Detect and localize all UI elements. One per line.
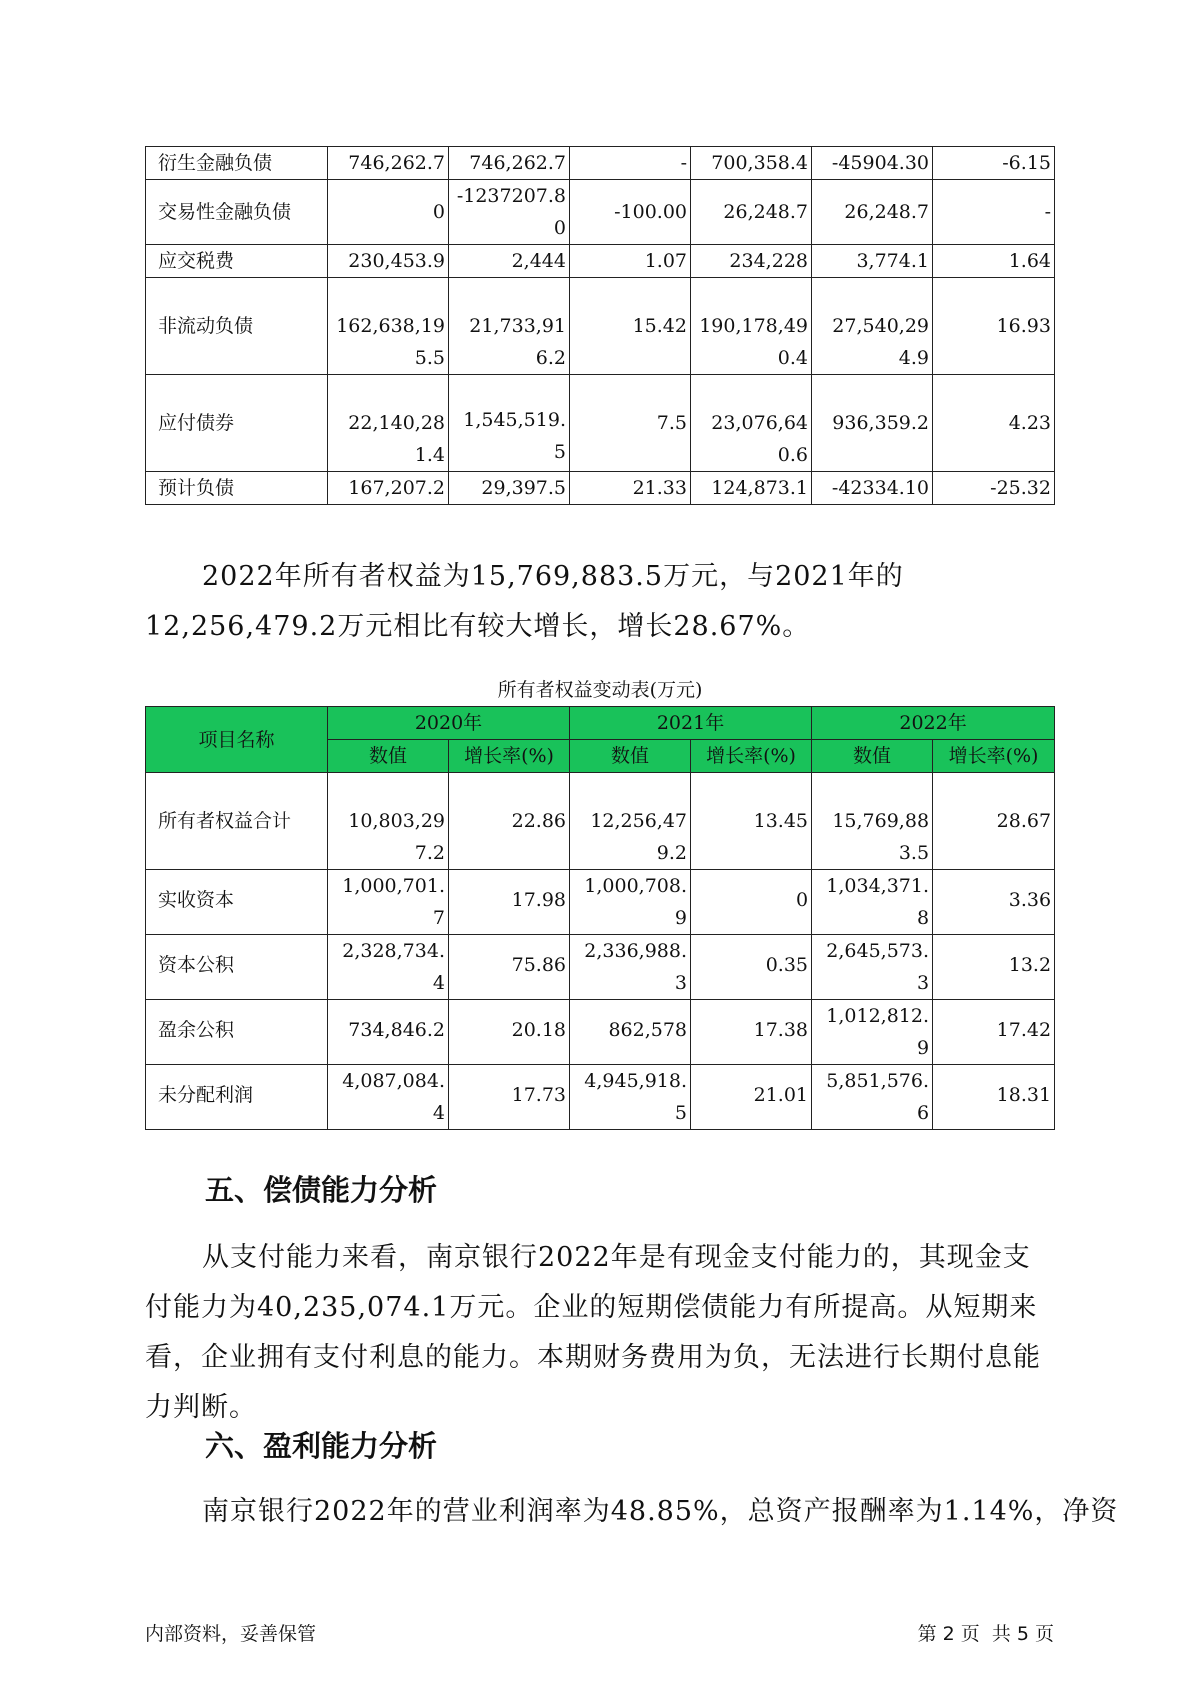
- table-cell: 13.2: [933, 935, 1055, 1000]
- table-cell: 734,846.2: [328, 1000, 449, 1065]
- row-name: 预计负债: [146, 472, 328, 505]
- table-cell: 2,328,734.4: [328, 935, 449, 1000]
- table-cell: 5,851,576.6: [812, 1065, 933, 1130]
- table-row: [146, 773, 1055, 870]
- table-row: [146, 278, 1055, 375]
- table-cell: 10,803,297.2: [328, 773, 449, 870]
- table-row: [146, 375, 1055, 472]
- table-cell: 1,000,701.7: [328, 870, 449, 935]
- table-cell: 167,207.2: [328, 472, 449, 505]
- row-name: 应交税费: [146, 245, 328, 278]
- table-cell: 23,076,640.6: [691, 375, 812, 472]
- header-year: 2022年: [812, 707, 1055, 740]
- table-cell: 13.45: [691, 773, 812, 870]
- paragraph-section-5: 从支付能力来看，南京银行2022年是有现金支付能力的，其现金支付能力为40,235,074.1万元。企业的短期偿债能力有所提高。从短期来看，企业拥有支付利息的能力。本期财务费用为负，无法进行长期付息能力判断。: [145, 1242, 1041, 1423]
- table-row: [146, 870, 1055, 935]
- row-name: 应付债券: [146, 375, 328, 472]
- table-cell: -25.32: [933, 472, 1055, 505]
- table-cell: 17.73: [449, 1065, 570, 1130]
- table-caption: 所有者权益变动表(万元): [497, 679, 703, 701]
- table-row: [146, 147, 1055, 180]
- header-rate: 增长率(%): [449, 740, 570, 773]
- footer-note: 内部资料，妥善保管: [145, 1623, 317, 1645]
- table-row: [146, 245, 1055, 278]
- table-cell: 4.23: [933, 375, 1055, 472]
- table-cell: 29,397.5: [449, 472, 570, 505]
- table-cell: 28.67: [933, 773, 1055, 870]
- table-cell: -6.15: [933, 147, 1055, 180]
- table-cell: 230,453.9: [328, 245, 449, 278]
- table-cell: 15,769,883.5: [812, 773, 933, 870]
- table-cell: 124,873.1: [691, 472, 812, 505]
- table-cell: 936,359.2: [812, 375, 933, 472]
- table-cell: -1237207.80: [449, 180, 570, 245]
- table-cell: 16.93: [933, 278, 1055, 375]
- table-cell: 0.35: [691, 935, 812, 1000]
- header-value: 数值: [812, 740, 933, 773]
- header-item-name: 项目名称: [146, 707, 328, 773]
- row-name: 未分配利润: [146, 1065, 328, 1130]
- row-name: 实收资本: [146, 870, 328, 935]
- row-name: 所有者权益合计: [146, 773, 328, 870]
- table-cell: 18.31: [933, 1065, 1055, 1130]
- equity-table: [145, 706, 1055, 1130]
- table-row: [146, 1000, 1055, 1065]
- row-name: 资本公积: [146, 935, 328, 1000]
- header-row-years: [146, 707, 1055, 740]
- table-cell: 17.42: [933, 1000, 1055, 1065]
- table-cell: 22.86: [449, 773, 570, 870]
- table-cell: -42334.10: [812, 472, 933, 505]
- table-cell: 1,545,519.5: [449, 375, 570, 472]
- table-cell: 2,444: [449, 245, 570, 278]
- table-cell: 4,087,084.4: [328, 1065, 449, 1130]
- table-cell: 1.64: [933, 245, 1055, 278]
- header-value: 数值: [570, 740, 691, 773]
- table-row: [146, 180, 1055, 245]
- table-cell: 21.33: [570, 472, 691, 505]
- table-cell: 21.01: [691, 1065, 812, 1130]
- row-name: 非流动负债: [146, 278, 328, 375]
- table-row: [146, 1065, 1055, 1130]
- table-cell: 1.07: [570, 245, 691, 278]
- section-heading-6: 六、盈利能力分析: [205, 1429, 438, 1463]
- table-cell: 746,262.7: [449, 147, 570, 180]
- row-name: 盈余公积: [146, 1000, 328, 1065]
- liabilities-table: [145, 146, 1055, 505]
- header-value: 数值: [328, 740, 449, 773]
- table-cell: 3,774.1: [812, 245, 933, 278]
- paragraph-equity: 2022年所有者权益为15,769,883.5万元，与2021年的12,256,479.2万元相比有较大增长，增长28.67%。: [145, 561, 904, 642]
- table-cell: 2,645,573.3: [812, 935, 933, 1000]
- table-cell: 4,945,918.5: [570, 1065, 691, 1130]
- table-cell: 1,012,812.9: [812, 1000, 933, 1065]
- table-cell: 7.5: [570, 375, 691, 472]
- table-cell: 1,034,371.8: [812, 870, 933, 935]
- table-row: [146, 935, 1055, 1000]
- table-cell: 700,358.4: [691, 147, 812, 180]
- table-cell: 17.38: [691, 1000, 812, 1065]
- row-name: 交易性金融负债: [146, 180, 328, 245]
- table-cell: 0: [691, 870, 812, 935]
- section-heading-5: 五、偿债能力分析: [205, 1173, 438, 1207]
- header-rate: 增长率(%): [933, 740, 1055, 773]
- table-cell: 22,140,281.4: [328, 375, 449, 472]
- table-cell: 12,256,479.2: [570, 773, 691, 870]
- table-cell: 21,733,916.2: [449, 278, 570, 375]
- paragraph-section-6: 南京银行2022年的营业利润率为48.85%，总资产报酬率为1.14%，净资: [202, 1496, 1119, 1527]
- table-row: [146, 472, 1055, 505]
- table-cell: 0: [328, 180, 449, 245]
- table-cell: 26,248.7: [812, 180, 933, 245]
- table-cell: -: [570, 147, 691, 180]
- table-cell: 862,578: [570, 1000, 691, 1065]
- table-cell: 190,178,490.4: [691, 278, 812, 375]
- table-cell: 27,540,294.9: [812, 278, 933, 375]
- table-cell: 15.42: [570, 278, 691, 375]
- table-cell: 234,228: [691, 245, 812, 278]
- header-year: 2021年: [570, 707, 812, 740]
- header-year: 2020年: [328, 707, 570, 740]
- header-rate: 增长率(%): [691, 740, 812, 773]
- page-number: 第 2 页 共 5 页: [917, 1623, 1054, 1645]
- table-cell: 2,336,988.3: [570, 935, 691, 1000]
- table-cell: 75.86: [449, 935, 570, 1000]
- table-cell: 17.98: [449, 870, 570, 935]
- row-name: 衍生金融负债: [146, 147, 328, 180]
- table-cell: 162,638,195.5: [328, 278, 449, 375]
- table-cell: -45904.30: [812, 147, 933, 180]
- table-cell: -100.00: [570, 180, 691, 245]
- table-cell: 1,000,708.9: [570, 870, 691, 935]
- table-cell: 26,248.7: [691, 180, 812, 245]
- table-cell: -: [933, 180, 1055, 245]
- table-cell: 20.18: [449, 1000, 570, 1065]
- table-cell: 3.36: [933, 870, 1055, 935]
- table-cell: 746,262.7: [328, 147, 449, 180]
